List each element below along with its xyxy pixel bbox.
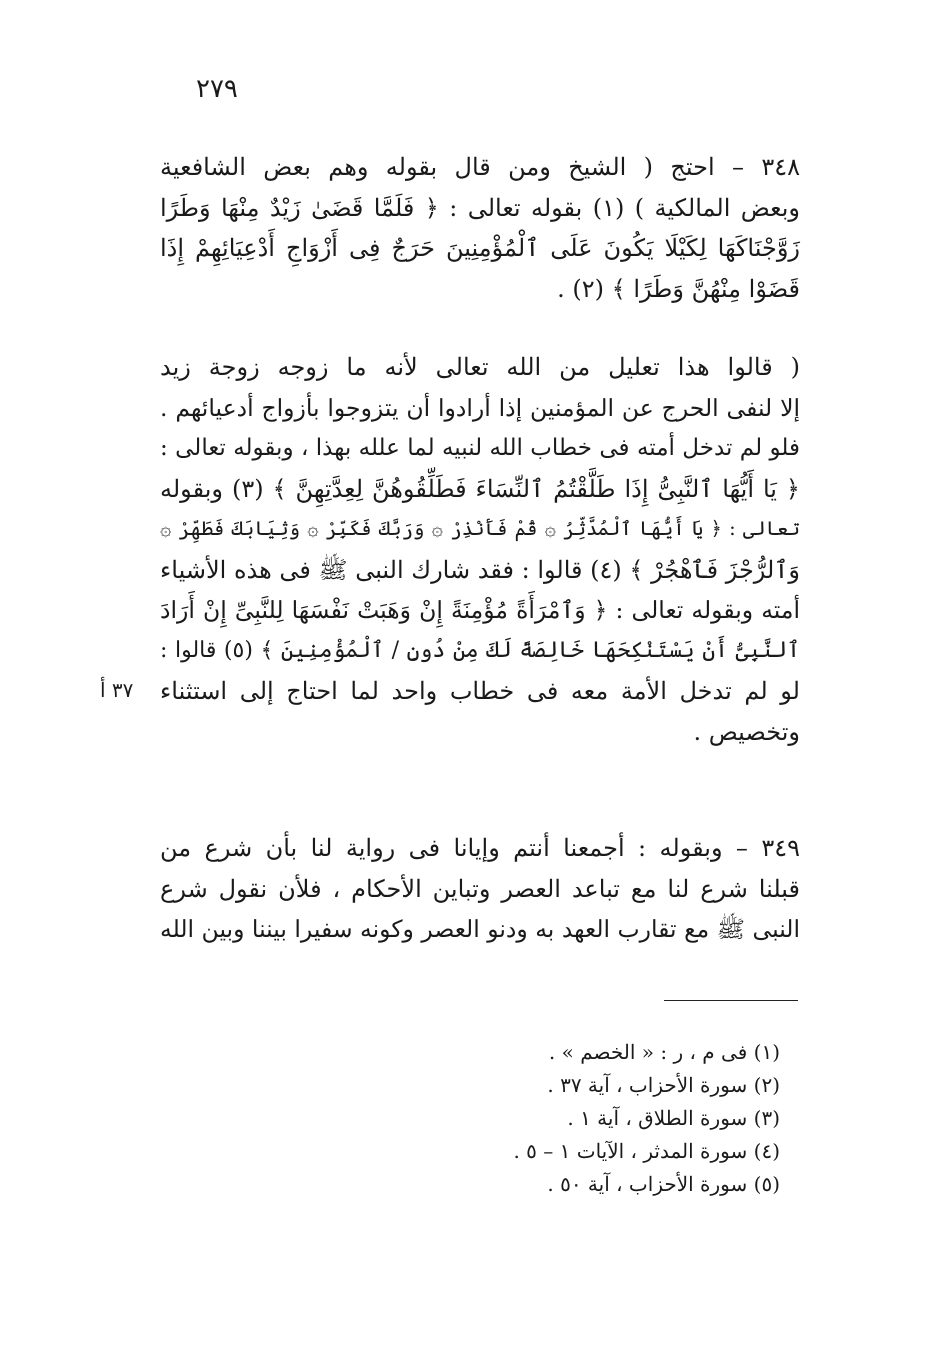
text-line: قَضَوْا مِنْهُنَّ وَطَرًا ﴾ (٢) . [557,274,800,303]
paragraph-argument [160,347,800,752]
footnote-item: (٥) سورة الأحزاب ، آية ٥٠ . [547,1172,780,1196]
text-line: أمته وبقوله تعالى : ﴿ وَٱمْرَأَةً مُؤْمِنَةً إِنْ وَهَبَتْ نَفْسَهَا لِلنَّبِىِّ إِنْ أَرَادَ [160,596,800,624]
text-line: ﴿ يَا أَيُّهَا ٱلنَّبِىُّ إِذَا طَلَّقْتُمُ ٱلنِّسَاءَ فَطَلِّقُوهُنَّ لِعِدَّتِهِنَّ ﴾ (٣) وبقوله [160,474,800,503]
footnote-item: (٣) سورة الطلاق ، آية ١ . [567,1106,780,1130]
margin-folio-note: ٣٧ أ [100,678,134,702]
footnote-separator [664,1000,798,1001]
footnote-item: (٤) سورة المدثر ، الآيات ١ – ٥ . [513,1139,780,1163]
footnote-item: (٢) سورة الأحزاب ، آية ٣٧ . [547,1073,780,1097]
text-line: قبلنا شرع لنا مع تباعد العصر وتباين الأحكام ، فلأن نقول شرع [160,874,800,903]
page-number: ٢٧٩ [196,74,238,104]
text-line: النبى ﷺ مع تقارب العهد به ودنو العصر وكونه سفيرا بيننا وبين الله [160,915,800,943]
text-line: زَوَّجْنَاكَهَا لِكَيْلَا يَكُونَ عَلَى ٱلْمُؤْمِنِينَ حَرَجٌ فِى أَزْوَاجِ أَدْعِيَائِهِمْ إِذَا [160,234,800,262]
text-line: لو لم تدخل الأمة معه فى خطاب واحد لما احتاج إلى استثناء [160,677,800,705]
text-line: ٣٤٩ – وبقوله : أجمعنا أنتم وإيانا فى رواية لنا بأن شرع من [160,834,800,862]
text-line: ٱلنَّبِىُّ أَنْ يَسْتَنْكِحَهَا خَالِصَةً لَكَ مِنْ دُونِ / ٱلْمُؤْمِنِينَ ﴾ (٥) قالوا : [160,637,800,663]
footnotes-list [400,1036,780,1201]
paragraph-348 [160,147,800,309]
text-line: تعالى : ﴿ يَا أَيُّهَا ٱلْمُدَّثِّرُ ۞ قُمْ فَأَنْذِرْ ۞ وَرَبَّكَ فَكَبِّرْ ۞ وَثِيَابَكَ فَطَهِّرْ ۞ [160,517,800,540]
footnote-item: (١) فى م ، ر : « الخصم » . [548,1040,780,1064]
text-line: وتخصيص . [693,717,800,746]
text-line: ( قالوا هذا تعليل من الله تعالى لأنه ما زوجه زوجة زيد [160,353,800,381]
text-line: ٣٤٨ – احتج ( الشيخ ومن قال بقوله وهم بعض الشافعية [160,153,800,181]
paragraph-349 [160,828,800,950]
text-line: إلا لنفى الحرج عن المؤمنين إذا أرادوا أن يتزوجوا بأزواج أدعيائهم . [160,393,800,422]
text-line: وبعض المالكية ) (١) بقوله تعالى : ﴿ فَلَمَّا قَضَىٰ زَيْدٌ مِنْهَا وَطَرًا [160,193,800,222]
text-line: وَٱلرُّجْزَ فَٱهْجُرْ ﴾ (٤) قالوا : فقد شارك النبى ﷺ فى هذه الأشياء [160,555,800,584]
text-line: فلو لم تدخل أمته فى خطاب الله لنبيه لما علله بهذا ، وبقوله تعالى : [160,435,800,461]
